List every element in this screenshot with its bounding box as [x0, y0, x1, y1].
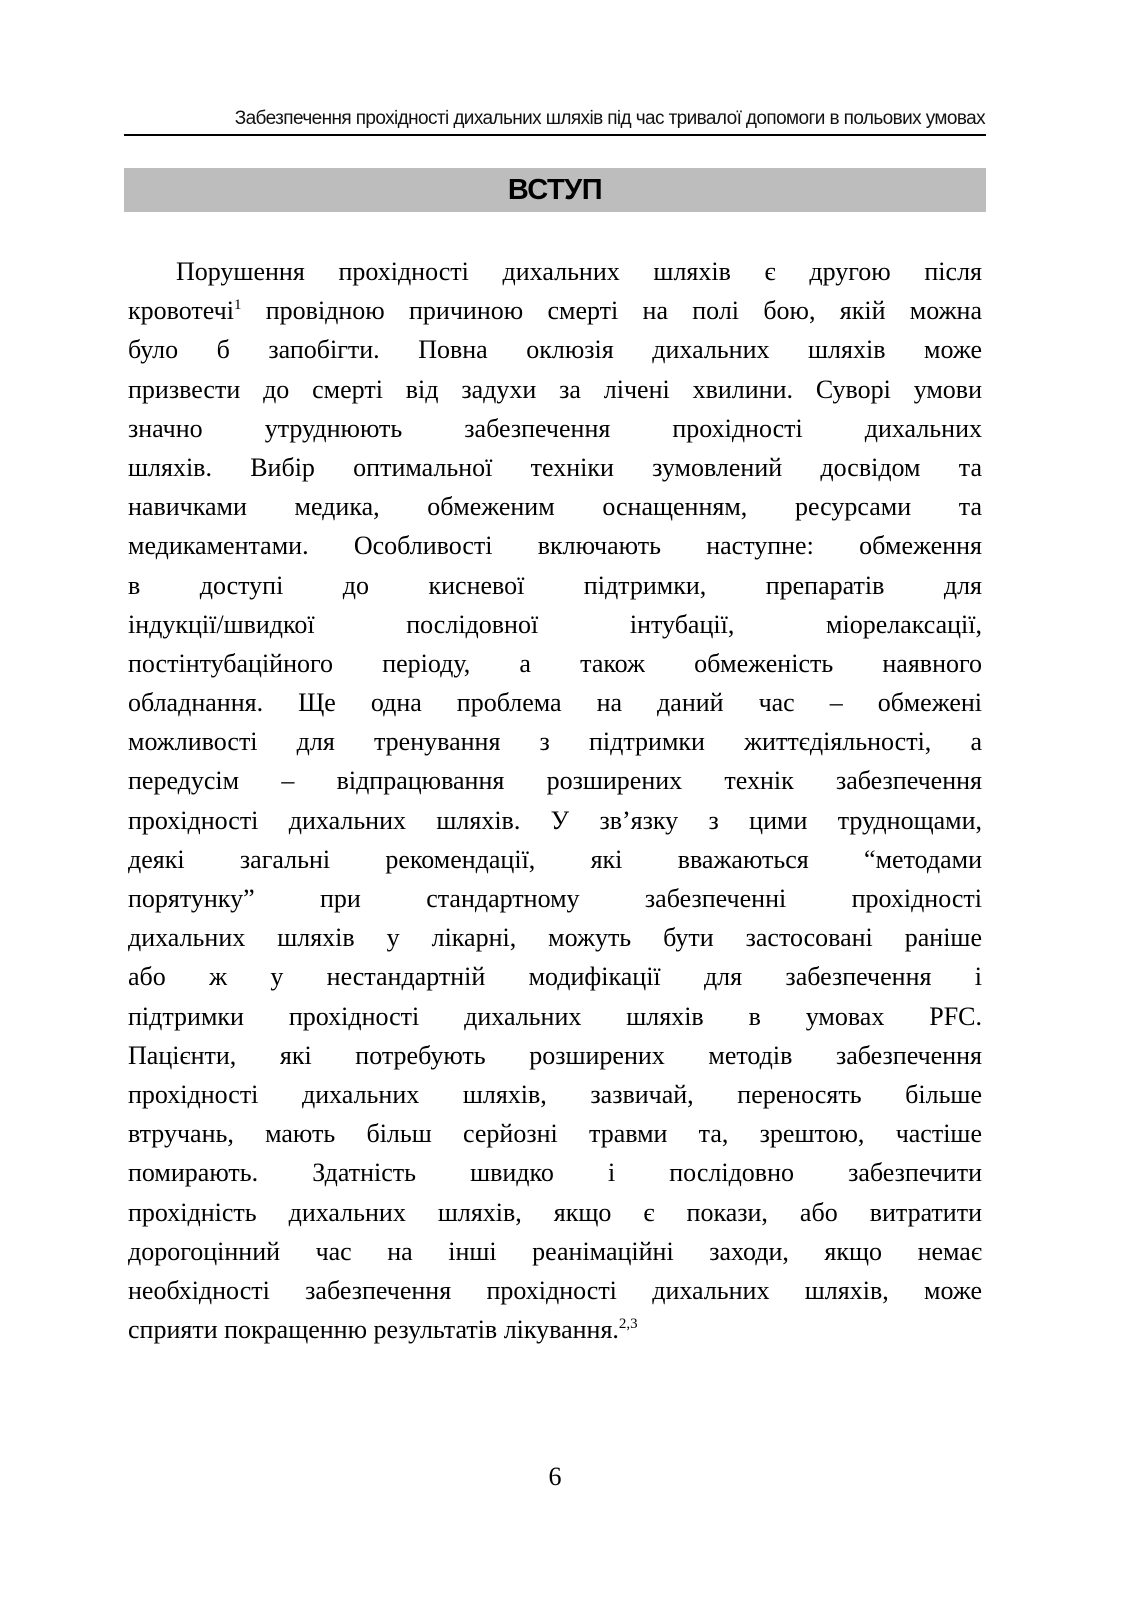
text-line: навичками медика, обмеженим оснащенням, ресурсами та — [128, 492, 982, 522]
footnote-ref[interactable]: 1 — [233, 297, 242, 314]
text-line: деякі загальні рекомендації, які вважаються “методами — [128, 844, 982, 874]
text-line: прохідності дихальних шляхів, зазвичай, переносять більше — [128, 1079, 982, 1109]
text-line: було б запобігти. Повна оклюзія дихальних шляхів може — [128, 335, 982, 365]
text-line: порятунку” при стандартному забезпеченні прохідності — [128, 884, 982, 913]
footnote-ref[interactable]: 2,3 — [618, 1316, 638, 1333]
text-line: помирають. Здатність швидко і послідовно забезпечити — [128, 1158, 982, 1188]
text-line: значно утруднюють забезпечення прохідності дихальних — [128, 413, 982, 443]
text-line: обладнання. Ще одна проблема на даний час – обмежені — [128, 688, 982, 718]
text-line: дихальних шляхів у лікарні, можуть бути застосовані раніше — [128, 923, 982, 953]
text-line: в доступі до кисневої підтримки, препаратів для — [128, 570, 982, 600]
text-line: прохідності дихальних шляхів. У зв’язку з цими труднощами, — [128, 805, 982, 835]
text-line: сприяти покращенню результатів лікування.$^{2,3}$ — [128, 1315, 638, 1345]
text-line: медикаментами. Особливості включають наступне: обмеження — [128, 531, 982, 561]
text-line: можливості для тренування з підтримки життєдіяльності, а — [128, 727, 982, 757]
text-line: передусім – відпрацювання розширених технік забезпечення — [128, 766, 982, 796]
text-line: втручань, мають більш серйозні травми та, зрештою, частіше — [128, 1119, 982, 1149]
page-number: 6 — [548, 1462, 562, 1491]
section-title-bar — [124, 168, 986, 212]
text-line: необхідності забезпечення прохідності дихальних шляхів, може — [128, 1275, 982, 1305]
header-rule — [124, 134, 986, 136]
text-line: Порушення прохідності дихальних шляхів є другою після — [176, 257, 982, 286]
text-line: Пацієнти, які потребують розширених методів забезпечення — [128, 1040, 982, 1070]
text-line: дорогоцінний час на інші реанімаційні заходи, якщо немає — [128, 1236, 982, 1266]
text-line: підтримки прохідності дихальних шляхів в умовах PFC. — [128, 1001, 982, 1031]
text-line: шляхів. Вибір оптимальної техніки зумовлений досвідом та — [128, 452, 982, 482]
section-title: ВСТУП — [507, 173, 603, 206]
body-paragraph — [128, 252, 982, 1349]
text-line: або ж у нестандартній модифікації для забезпечення і — [128, 962, 982, 992]
text-line: прохідність дихальних шляхів, якщо є покази, або витратити — [128, 1197, 982, 1227]
text-line: індукції/швидкої послідовної інтубації, міорелаксації, — [128, 609, 982, 639]
running-header: Забезпечення прохідності дихальних шляхів під час тривалої допомоги в польових умовах — [234, 108, 985, 129]
text-line: призвести до смерті від задухи за лічені хвилини. Суворі умови — [128, 374, 982, 404]
text-line: постінтубаційного періоду, а також обмеженість наявного — [128, 648, 982, 678]
text-line: кровотечі$^1$ провідною причиною смерті на полі бою, якій можна — [128, 296, 983, 326]
